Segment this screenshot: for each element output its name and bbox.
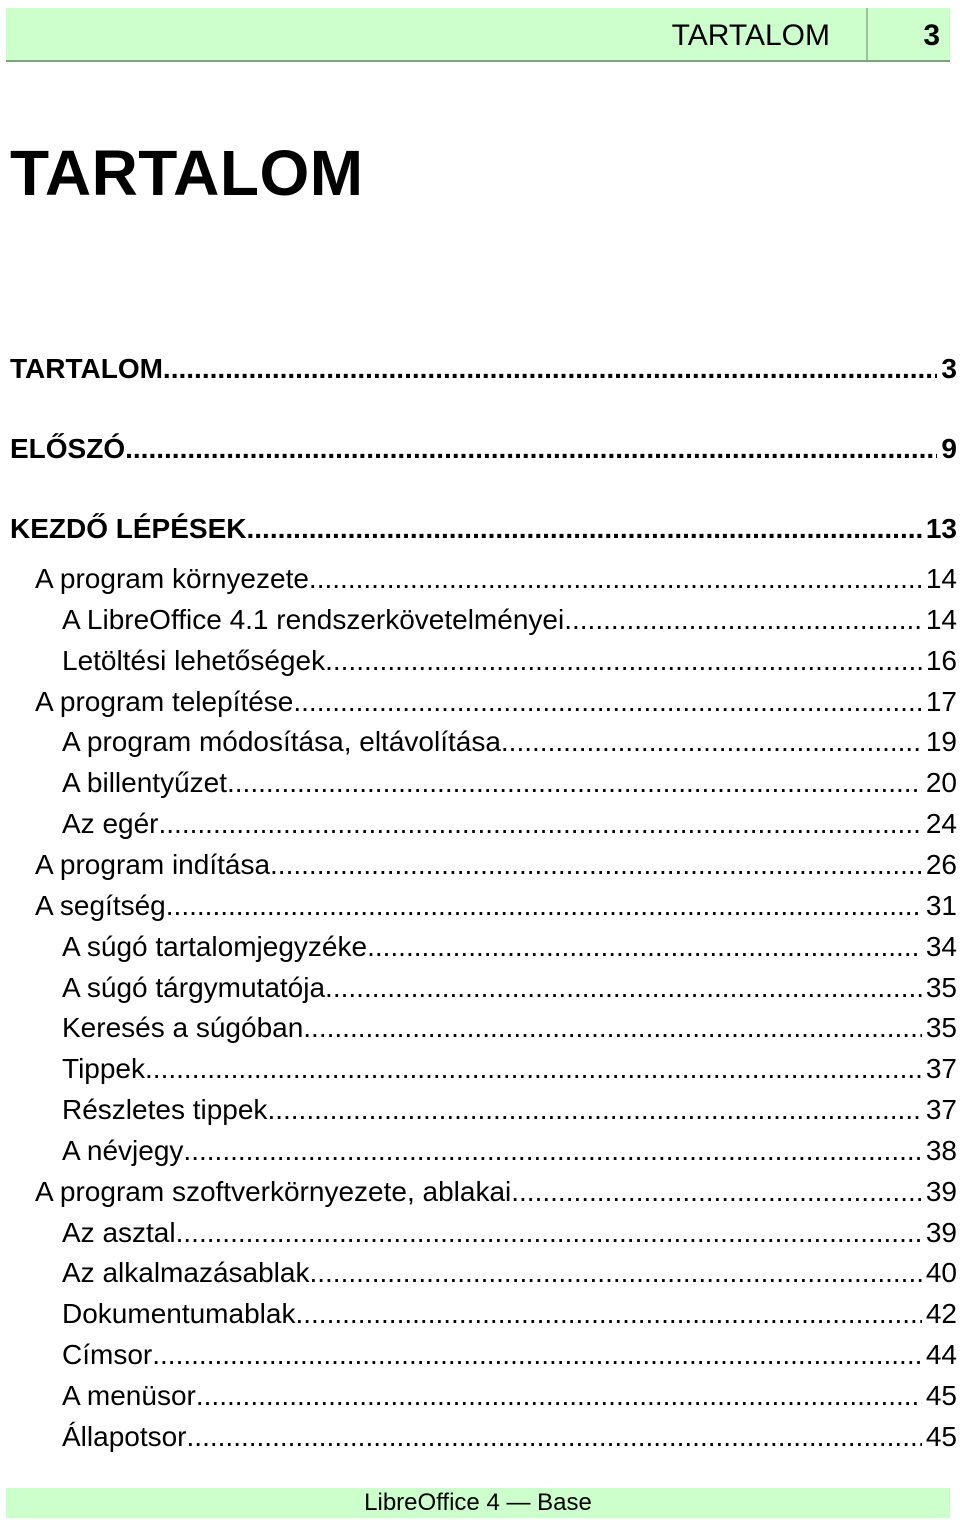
toc-entry-page: 39: [925, 1216, 957, 1248]
toc-entry-title: Az egér: [62, 808, 159, 840]
toc-entry-page: 20: [925, 767, 957, 799]
toc-dot-leader: [309, 562, 922, 596]
toc-entry-page: 37: [925, 1053, 957, 1085]
toc-dot-leader: [196, 1379, 922, 1413]
toc-entry[interactable]: [35, 889, 957, 923]
toc-entry-page: 45: [925, 1380, 957, 1411]
toc-entry-title: Az asztal: [62, 1216, 176, 1248]
toc-dot-leader: [152, 1338, 922, 1372]
toc-entry[interactable]: [62, 1297, 957, 1331]
toc-entry-page: 44: [925, 1339, 957, 1371]
toc-entry[interactable]: [10, 432, 957, 466]
toc-dot-leader: [367, 930, 922, 964]
toc-entry-title: A program indítása: [35, 848, 271, 880]
toc-entry[interactable]: [62, 1256, 957, 1290]
toc-entry-page: 26: [925, 848, 957, 880]
toc-entry-title: A segítség: [35, 889, 166, 921]
toc-entry[interactable]: [62, 1420, 957, 1454]
toc-entry[interactable]: [10, 512, 957, 546]
toc-entry[interactable]: [62, 644, 957, 678]
toc-dot-leader: [159, 807, 922, 841]
toc-dot-leader: [511, 1175, 922, 1209]
toc-entry[interactable]: [10, 352, 957, 386]
toc-entry-page: 17: [925, 685, 957, 717]
toc-entry-title: A menüsor: [62, 1380, 196, 1411]
toc-entry-page: 14: [925, 603, 957, 635]
toc-dot-leader: [187, 1420, 922, 1454]
toc-entry[interactable]: [62, 1134, 957, 1168]
toc-entry-page: 13: [925, 513, 957, 544]
toc-entry[interactable]: [62, 1093, 957, 1127]
toc-entry-title: TARTALOM: [10, 353, 163, 384]
toc-dot-leader: [564, 603, 922, 637]
toc-entry[interactable]: [62, 807, 957, 841]
toc-entry-title: A súgó tartalomjegyzéke: [62, 930, 368, 962]
toc-entry-title: ELŐSZÓ: [10, 433, 126, 464]
toc-entry-title: A program módosítása, eltávolítása: [62, 726, 501, 758]
toc-entry[interactable]: [35, 562, 957, 596]
toc-entry-page: 9: [941, 433, 957, 464]
toc-dot-leader: [501, 725, 922, 759]
toc-entry-page: 3: [941, 353, 957, 384]
toc-dot-leader: [227, 766, 922, 800]
toc-entry-page: 40: [925, 1257, 957, 1289]
toc-entry-page: 35: [925, 971, 957, 1003]
page-header: [6, 8, 950, 62]
toc-dot-leader: [145, 1052, 922, 1086]
toc-entry-page: 39: [925, 1175, 957, 1207]
toc-entry[interactable]: [62, 930, 957, 964]
toc-dot-leader: [309, 1256, 921, 1290]
header-page-number: 3: [923, 19, 940, 52]
toc-dot-leader: [176, 1216, 922, 1250]
toc-dot-leader: [295, 1297, 921, 1331]
toc-dot-leader: [163, 352, 938, 386]
toc-dot-leader: [166, 889, 922, 923]
toc-entry-title: Részletes tippek: [62, 1094, 268, 1126]
toc-dot-leader: [267, 1093, 921, 1127]
toc-entry-page: 34: [925, 930, 957, 962]
toc-entry-title: Letöltési lehetőségek: [62, 644, 326, 676]
toc-entry-title: A program telepítése: [35, 685, 294, 717]
toc-dot-leader: [325, 644, 922, 678]
header-divider: [866, 8, 868, 60]
toc-entry-page: 45: [925, 1420, 957, 1452]
toc-entry[interactable]: [62, 1052, 957, 1086]
toc-entry[interactable]: [62, 1338, 957, 1372]
toc-entry-page: 16: [925, 644, 957, 676]
toc-entry-title: A program szoftverkörnyezete, ablakai: [35, 1175, 512, 1207]
toc-dot-leader: [293, 685, 921, 719]
toc-entry[interactable]: [62, 1216, 957, 1250]
toc-entry-title: A LibreOffice 4.1 rendszerkövetelményei: [62, 603, 565, 635]
toc-entry-title: KEZDŐ LÉPÉSEK: [10, 513, 247, 544]
toc-entry-title: Az alkalmazásablak: [62, 1257, 310, 1289]
toc-entry-title: Dokumentumablak: [62, 1298, 296, 1330]
toc-dot-leader: [270, 848, 922, 882]
toc-entry-title: A súgó tárgymutatója: [62, 971, 326, 1003]
toc-entry-title: A billentyűzet: [62, 767, 227, 799]
toc-entry[interactable]: [62, 1011, 957, 1045]
toc-entry[interactable]: [35, 848, 957, 882]
page-title: TARTALOM: [10, 137, 364, 209]
toc-entry-page: 42: [925, 1298, 957, 1330]
toc-entry-title: Keresés a súgóban: [62, 1012, 304, 1044]
toc-entry-title: Állapotsor: [62, 1420, 187, 1452]
toc-entry[interactable]: [35, 1175, 957, 1209]
toc-dot-leader: [303, 1011, 922, 1045]
toc-entry-page: 24: [925, 808, 957, 840]
page-footer: LibreOffice 4 — Base: [6, 1488, 950, 1518]
toc-dot-leader: [246, 512, 921, 546]
header-title: TARTALOM: [671, 19, 830, 52]
toc-dot-leader: [125, 432, 937, 466]
toc-entry-page: 38: [925, 1134, 957, 1166]
toc-entry[interactable]: [62, 766, 957, 800]
toc-entry[interactable]: [62, 1379, 957, 1413]
toc-dot-leader: [325, 971, 922, 1005]
toc-entry[interactable]: [62, 725, 957, 759]
toc-dot-leader: [183, 1134, 921, 1168]
toc-entry-title: Címsor: [62, 1339, 153, 1371]
toc-entry-page: 14: [925, 563, 957, 594]
toc-entry-page: 37: [925, 1094, 957, 1126]
toc-entry-page: 35: [925, 1012, 957, 1044]
toc-entry[interactable]: [62, 603, 957, 637]
toc-entry-title: A program környezete: [35, 563, 309, 594]
toc-entry-page: 31: [925, 889, 957, 921]
toc-entry-page: 19: [925, 726, 957, 758]
toc-entry[interactable]: [35, 685, 957, 719]
toc-entry[interactable]: [62, 971, 957, 1005]
toc-entry-title: A névjegy: [62, 1134, 184, 1166]
toc-entry-title: Tippek: [62, 1053, 146, 1085]
